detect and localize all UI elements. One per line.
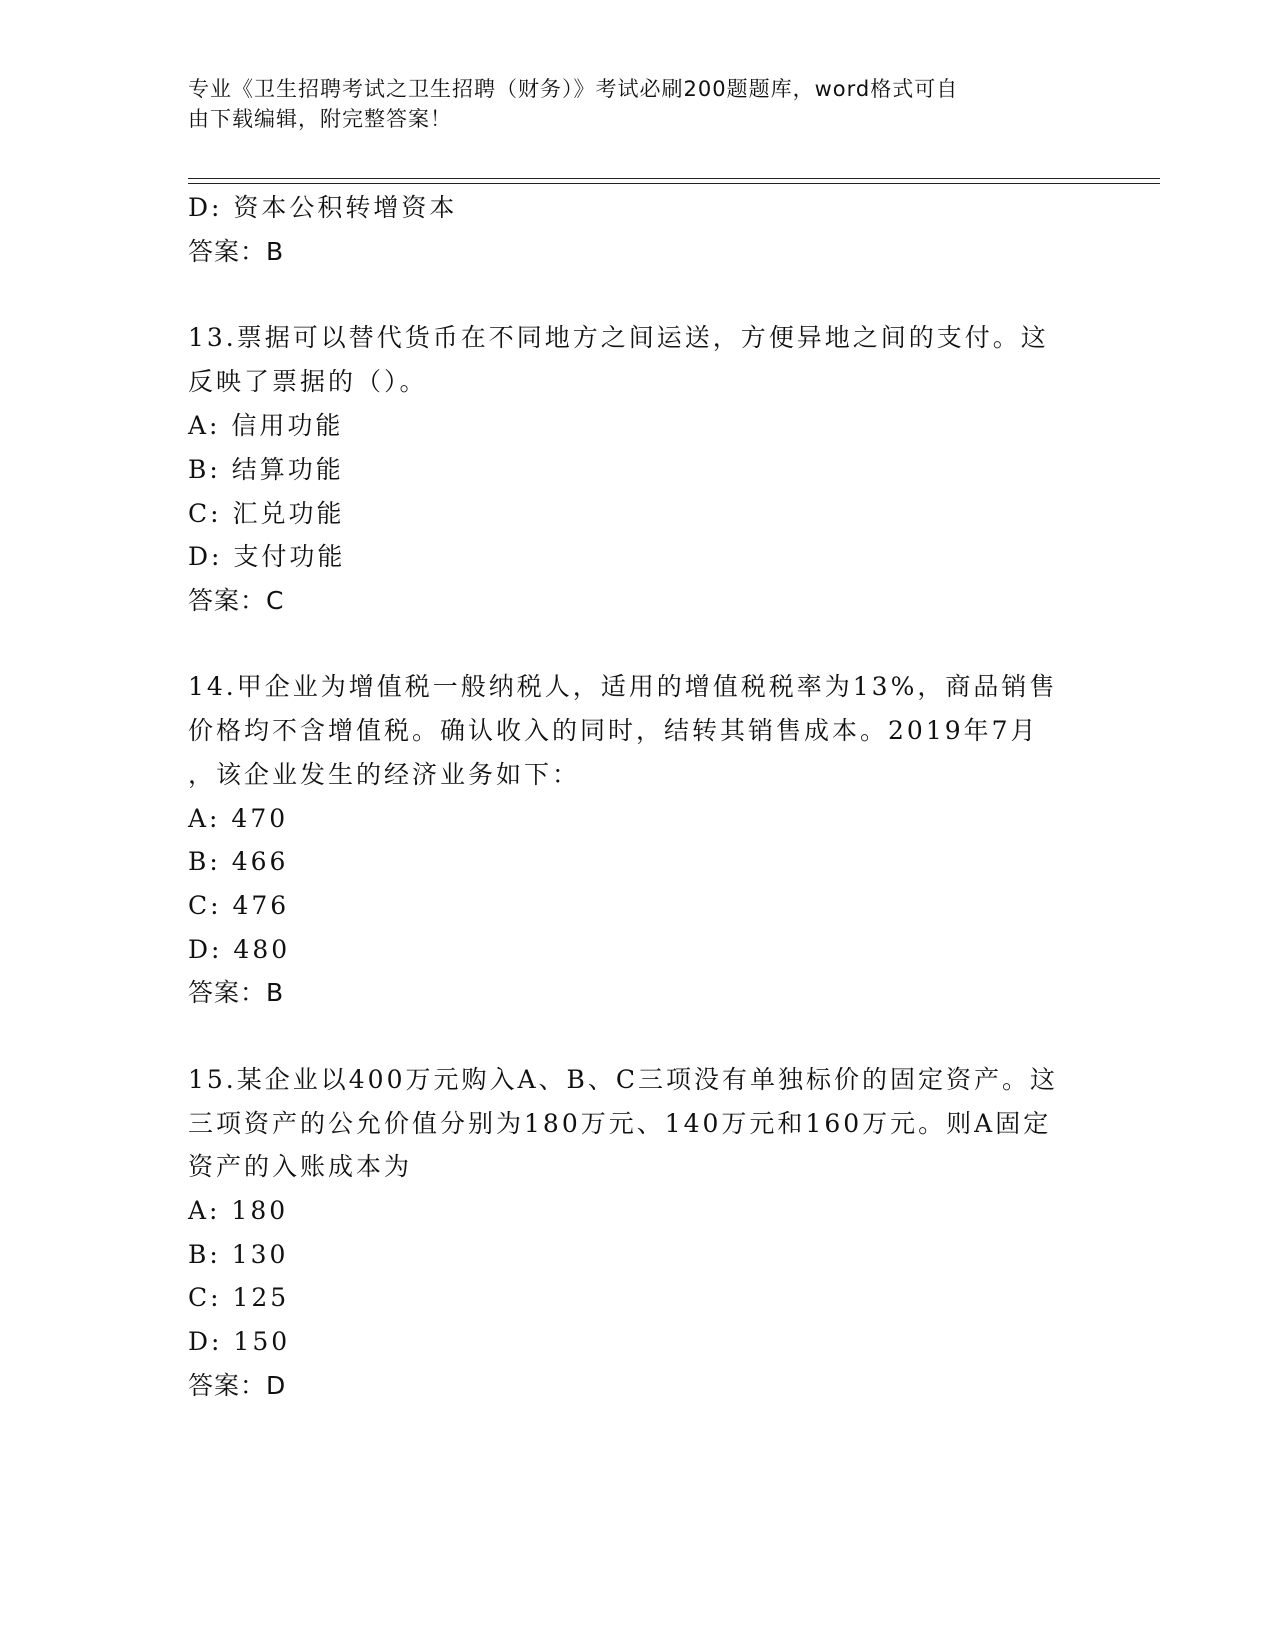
header-line-1: 专业《卫生招聘考试之卫生招聘（财务）》考试必刷200题题库，word格式可自 — [188, 77, 959, 101]
q13-option-a: A: 信用功能 — [188, 411, 344, 440]
q15-stem-line-3: 资产的入账成本为 — [188, 1152, 413, 1181]
q13-option-c: C: 汇兑功能 — [188, 499, 345, 528]
q15-option-a: A: 180 — [188, 1196, 289, 1225]
q15-option-c: C: 125 — [188, 1283, 290, 1312]
document-header — [188, 74, 1068, 134]
q15-answer: 答案：D — [188, 1371, 287, 1400]
q15-option-b: B: 130 — [188, 1240, 289, 1269]
q14-stem-line-1: 14.甲企业为增值税一般纳税人，适用的增值税税率为13%，商品销售 — [188, 672, 1058, 701]
q13-stem-line-1: 13.票据可以替代货币在不同地方之间运送，方便异地之间的支付。这 — [188, 323, 1049, 352]
q15-stem-line-2: 三项资产的公允价值分别为180万元、140万元和160万元。则A固定 — [188, 1109, 1052, 1138]
q14-option-a: A: 470 — [188, 804, 289, 833]
q14-option-c: C: 476 — [188, 891, 290, 920]
q13-option-b: B: 结算功能 — [188, 455, 344, 484]
q13-option-d: D: 支付功能 — [188, 542, 346, 571]
q14-stem-line-3: ，该企业发生的经济业务如下： — [188, 760, 581, 789]
q13-stem-line-2: 反映了票据的（）。 — [188, 367, 428, 396]
q15-option-d: D: 150 — [188, 1327, 291, 1356]
q14-answer: 答案：B — [188, 978, 285, 1007]
prev-option-d: D: 资本公积转增资本 — [188, 193, 458, 222]
q14-option-b: B: 466 — [188, 847, 289, 876]
header-line-2: 由下载编辑，附完整答案！ — [188, 107, 452, 131]
header-divider-bottom — [188, 183, 1160, 184]
q14-option-d: D: 480 — [188, 935, 291, 964]
header-divider-top — [188, 178, 1160, 179]
prev-answer: 答案：B — [188, 237, 285, 266]
q13-answer: 答案：C — [188, 586, 285, 615]
q14-stem-line-2: 价格均不含增值税。确认收入的同时，结转其销售成本。2019年7月 — [188, 716, 1039, 745]
q15-stem-line-1: 15.某企业以400万元购入A、B、C三项没有单独标价的固定资产。这 — [188, 1065, 1059, 1094]
